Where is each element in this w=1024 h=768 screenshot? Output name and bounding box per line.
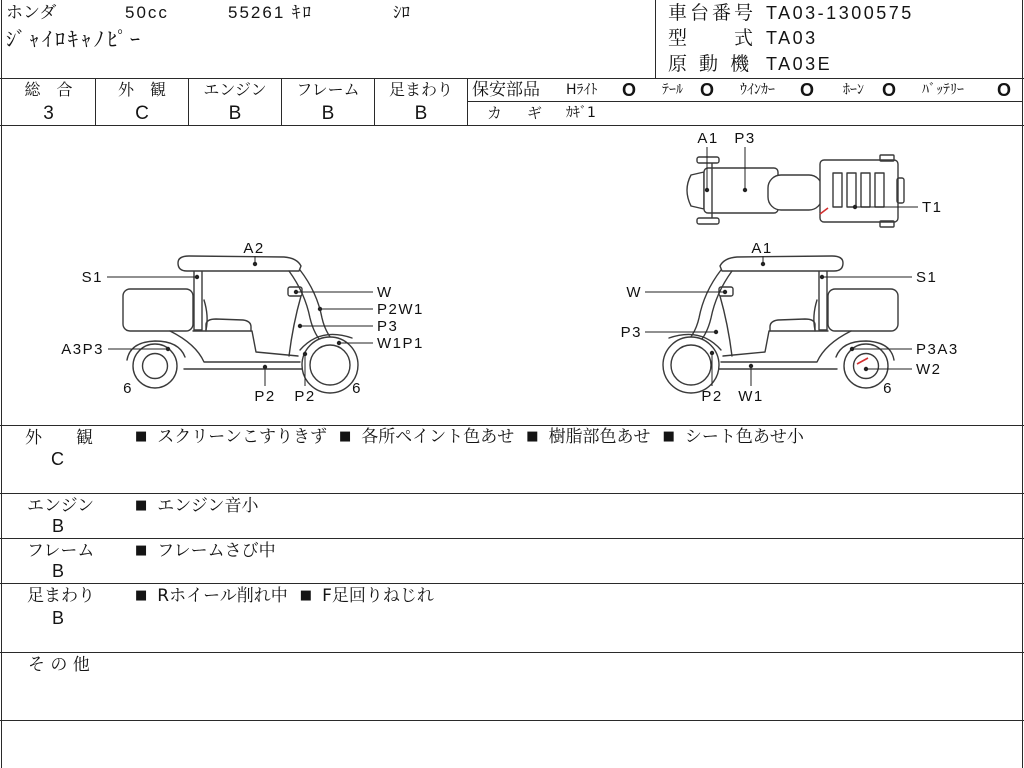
damage-marker xyxy=(294,290,298,294)
damage-code-label: P3 xyxy=(734,130,756,147)
damage-code-label: W1 xyxy=(738,388,764,405)
grade-label-overall: 総 合 xyxy=(24,80,73,99)
remark-grade-suspension: B xyxy=(52,608,65,628)
damage-code-label: P2W1 xyxy=(377,301,424,318)
tire-tread-label: 6 xyxy=(352,380,362,397)
remarks-row-line xyxy=(0,720,1024,721)
damage-marker xyxy=(705,188,709,192)
cargo-box-top xyxy=(820,160,898,222)
grade-label-engine: エンジン xyxy=(203,80,267,99)
floor-body xyxy=(704,168,778,213)
remark-label-suspension: 足まわり xyxy=(27,586,95,606)
damage-code-label: T1 xyxy=(922,199,943,216)
safety-status-mark: O xyxy=(622,80,637,100)
front-nose xyxy=(687,172,704,209)
damage-code-label: P3 xyxy=(620,324,642,341)
remark-note: シート色あせ小 xyxy=(684,427,804,447)
remark-note: F足回りねじれ xyxy=(322,586,434,606)
damage-marker xyxy=(337,341,341,345)
scooter-top-view-drawing xyxy=(687,155,904,227)
key-label: カ ギ xyxy=(487,104,548,122)
remark-note: フレームさび中 xyxy=(157,541,276,561)
safety-item-headlight: Hﾗｲﾄ xyxy=(566,82,598,98)
safety-row-line xyxy=(467,101,1023,102)
damage-code-label: W xyxy=(377,284,393,301)
chassis-label: 車台番号 xyxy=(668,2,757,24)
remarks-row-line xyxy=(0,538,1024,539)
damage-marker xyxy=(820,275,824,279)
damage-marker xyxy=(318,307,322,311)
remarks-row-line xyxy=(0,652,1024,653)
remark-notes-suspension xyxy=(135,585,446,607)
bullet-icon: ■ xyxy=(135,588,148,603)
damage-code-label: A1 xyxy=(751,240,773,257)
damage-marker xyxy=(263,365,267,369)
bullet-icon: ■ xyxy=(299,588,313,603)
grade-value-suspension: B xyxy=(414,103,428,124)
safety-status-mark: O xyxy=(997,80,1012,100)
remark-note: 各所ペイント色あせ xyxy=(361,427,515,447)
remark-notes-engine xyxy=(135,495,270,517)
bullet-icon: ■ xyxy=(662,429,675,444)
maker: ホンダ xyxy=(6,3,57,23)
safety-status-mark: O xyxy=(700,80,715,100)
remarks-row-line xyxy=(0,583,1024,584)
safety-item-horn: ﾎｰﾝ xyxy=(843,82,864,98)
engine-code: TA03E xyxy=(766,54,833,74)
remark-label-other: そ の 他 xyxy=(28,655,90,675)
mirror-left xyxy=(697,157,719,163)
grade-value-exterior: C xyxy=(135,103,149,124)
chassis-number: TA03-1300575 xyxy=(766,3,914,23)
engine-label: 原 動 機 xyxy=(668,53,753,75)
seat-top xyxy=(768,175,822,210)
grade-value-frame: B xyxy=(321,103,335,124)
remark-grade-frame: B xyxy=(52,561,65,581)
safety-status-mark: O xyxy=(882,80,897,100)
damage-marker xyxy=(743,188,747,192)
safety-item-battery: ﾊﾞｯﾃﾘｰ xyxy=(922,82,964,98)
safety-parts-label: 保安部品 xyxy=(472,80,540,100)
damage-code-label: S1 xyxy=(81,269,103,286)
remark-note: 樹脂部色あせ xyxy=(548,427,651,447)
damage-marker xyxy=(749,364,753,368)
model-name: ｼﾞｬｲﾛｷｬﾉﾋﾟｰ xyxy=(6,27,143,51)
damage-marker xyxy=(850,347,854,351)
damage-marker xyxy=(710,351,714,355)
remark-label-frame: フレーム xyxy=(27,541,95,561)
damage-code-label: W2 xyxy=(916,361,942,378)
damage-code-label: P3A3 xyxy=(916,341,959,358)
remark-grade-exterior: C xyxy=(51,449,64,469)
grade-label-exterior: 外 観 xyxy=(117,80,166,99)
damage-code-label: P2 xyxy=(701,388,723,405)
damage-marker xyxy=(723,290,727,294)
damage-marker xyxy=(253,262,257,266)
damage-marker xyxy=(195,275,199,279)
damage-code-label: A3P3 xyxy=(61,341,104,358)
remark-label-engine: エンジン xyxy=(27,496,95,516)
bullet-icon: ■ xyxy=(338,429,352,444)
damage-code-label: A2 xyxy=(243,240,265,257)
header-divider xyxy=(655,0,656,78)
damage-code-label: A1 xyxy=(697,130,719,147)
damage-marker xyxy=(166,347,170,351)
model-code: TA03 xyxy=(766,28,818,48)
damage-marker xyxy=(853,205,857,209)
remarks-row-line xyxy=(0,493,1024,494)
damage-code-label: P2 xyxy=(294,388,316,405)
grade-value-overall: 3 xyxy=(43,103,54,124)
remark-note: Rホイール削れ中 xyxy=(157,586,288,606)
bullet-icon: ■ xyxy=(135,429,148,444)
body-color: ｼﾛ xyxy=(393,3,410,23)
mileage: 55261 ｷﾛ xyxy=(228,3,313,22)
tire-tread-label: 6 xyxy=(883,380,893,397)
bullet-icon: ■ xyxy=(135,498,148,513)
damage-code-label: P3 xyxy=(377,318,399,335)
remark-notes-exterior xyxy=(135,426,816,448)
damage-marker xyxy=(864,367,868,371)
model-code-label: 型 式 xyxy=(668,27,757,49)
damage-code-label: S1 xyxy=(916,269,938,286)
remark-label-exterior: 外 観 xyxy=(25,428,93,448)
damage-marker xyxy=(761,262,765,266)
grade-label-frame: フレーム xyxy=(296,80,360,99)
remark-note: エンジン音小 xyxy=(157,496,259,516)
damage-code-label: P2 xyxy=(254,388,276,405)
remark-note: スクリーンこすりきず xyxy=(157,427,327,447)
mirror-right xyxy=(697,218,719,224)
bullet-icon: ■ xyxy=(135,543,148,558)
grade-value-engine: B xyxy=(228,103,242,124)
bullet-icon: ■ xyxy=(526,429,539,444)
remark-grade-engine: B xyxy=(52,516,65,536)
damage-code-label: W xyxy=(626,284,642,301)
damage-marker xyxy=(303,352,307,356)
safety-status-mark: O xyxy=(800,80,815,100)
damage-marker xyxy=(714,330,718,334)
damage-marker xyxy=(298,324,302,328)
tire-tread-label: 6 xyxy=(123,380,133,397)
damage-diagram xyxy=(0,125,1024,425)
damage-code-label: W1P1 xyxy=(377,335,424,352)
key-value: ｶｷﾞ1 xyxy=(566,105,596,121)
safety-item-taillight: ﾃｰﾙ xyxy=(662,82,683,98)
grade-label-suspension: 足まわり xyxy=(388,80,453,99)
safety-item-winker: ｳｲﾝｶｰ xyxy=(740,82,775,98)
remark-notes-frame xyxy=(135,540,288,562)
displacement: 50cc xyxy=(125,3,169,22)
